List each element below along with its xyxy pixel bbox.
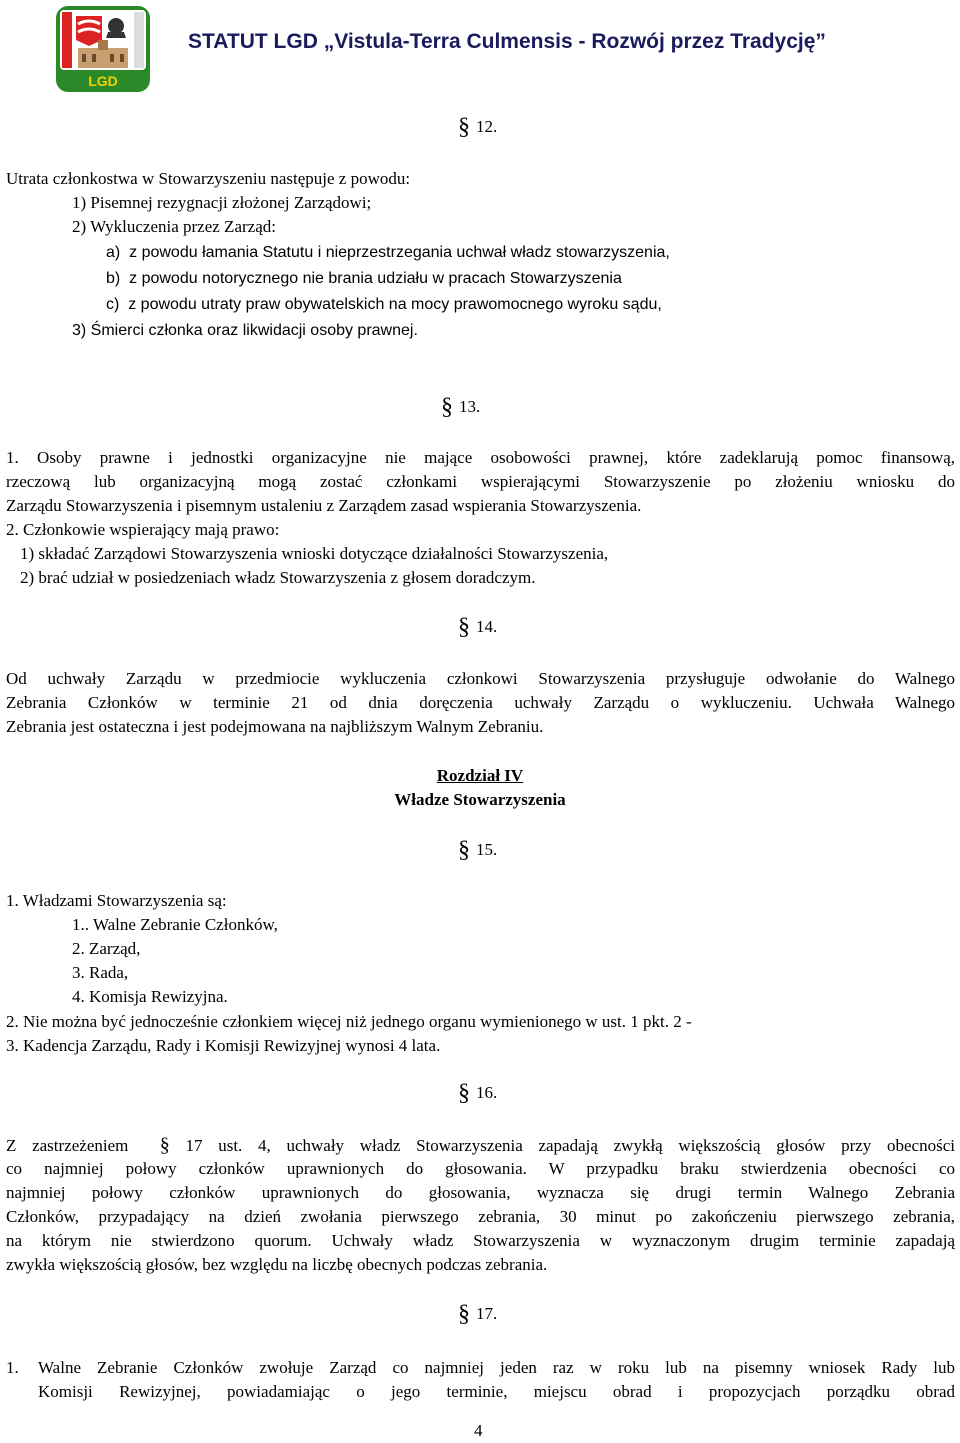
section-13-p1-line-1: 1. Osoby prawne i jednostki organizacyjne nie mające osobowości prawnej, które zadeklarują pomoc finansową, [6,448,955,467]
section-12-item-2: 2) Wykluczenia przez Zarząd: [72,217,276,236]
section-15-organ-1: 1.. Walne Zebranie Członków, [72,915,278,934]
section-14-line-3: Zebrania jest ostateczna i jest podejmowana na najbliższym Walnym Zebraniu. [6,717,544,736]
section-12-item-1: 1) Pisemnej rezygnacji złożonej Zarządowi; [72,193,372,212]
section-17-heading: § 17. [458,1301,498,1327]
section-17-line-1: Walne Zebranie Członków zwołuje Zarząd co najmniej jeden raz w roku lub na pisemny wniosek Rady lub [38,1358,955,1377]
section-12-item-3: 3) Śmierci członka oraz likwidacji osoby prawnej. [72,322,418,339]
section-15-organ-2: 2. Zarząd, [72,939,141,958]
chapter-title: Rozdział IV [436,766,524,785]
section-16-line-1: Z zastrzeżeniem § 17 ust. 4, uchwały władz Stowarzyszenia zapadają zwykłą większością głosów przy obecności [6,1134,955,1156]
section-17-item-label: 1. [6,1358,19,1377]
section-16-line-6: zwykła większością głosów, bez względu na liczbę obecnych podczas zebrania. [6,1255,548,1274]
section-16-line-5: na którym nie stwierdzono quorum. Uchwały władz Stowarzyszenia w wyznaczonym drugim terminie zapadają [6,1231,955,1250]
page-number: 4 [474,1421,483,1440]
section-16-line-2: co najmniej połowy członków uprawnionych do głosowania. W przypadku braku stwierdzenia obecności co [6,1159,955,1178]
section-15-heading: § 15. [458,837,498,863]
section-13-p2: 2. Członkowie wspierający mają prawo: [6,520,280,539]
section-16-heading: § 16. [458,1080,498,1106]
section-13-p2-item-1: 1) składać Zarządowi Stowarzyszenia wnioski dotyczące działalności Stowarzyszenia, [20,544,609,563]
section-15-p1: 1. Władzami Stowarzyszenia są: [6,891,227,910]
section-13-p1-line-2: rzeczową lub organizacyjną mogą zostać członkami wspierającymi Stowarzyszenie po złożeniu wniosku do [6,472,955,491]
section-12-intro: Utrata członkostwa w Stowarzyszeniu następuje z powodu: [6,169,411,188]
section-16-line-4: Członków, przypadający na dzień zwołania pierwszego zebrania, 30 minut po zakończeniu pierwszego zebrania, [6,1207,955,1226]
section-15-p2: 2. Nie można być jednocześnie członkiem więcej niż jednego organu wymienionego w ust. 1 pkt. 2 - [6,1012,692,1031]
section-15-p3: 3. Kadencja Zarządu, Rady i Komisji Rewizyjnej wynosi 4 lata. [6,1036,441,1055]
section-14-line-1: Od uchwały Zarządu w przedmiocie wykluczenia członkowi Stowarzyszenia przysługuje odwołanie do Walnego [6,669,955,688]
section-14-line-2: Zebrania Członków w terminie 21 od dnia doręczenia uchwały Zarządu o wykluczeniu. Uchwała Walnego [6,693,955,712]
section-13-heading: § 13. [441,394,481,420]
section-12-subitem-a: a) z powodu łamania Statutu i nieprzestrzegania uchwał władz stowarzyszenia, [106,244,670,261]
section-17-line-2: Komisji Rewizyjnej, powiadamiając o jego terminie, miejscu obrad i propozycjach porządku obrad [38,1382,955,1401]
section-12-subitem-b: b) z powodu notorycznego nie brania udziału w pracach Stowarzyszenia [106,270,622,287]
section-14-heading: § 14. [458,614,498,640]
section-15-organ-4: 4. Komisja Rewizyjna. [72,987,228,1006]
chapter-subtitle: Władze Stowarzyszenia [394,790,566,809]
logo-text: LGD [88,73,118,89]
lgd-logo [54,4,152,94]
section-12-subitem-c: c) z powodu utraty praw obywatelskich na mocy prawomocnego wyroku sądu, [106,296,662,313]
section-15-organ-3: 3. Rada, [72,963,129,982]
section-16-line-3: najmniej połowy członków uprawnionych do głosowania, wyznacza się drugi termin Walnego Zebrania [6,1183,955,1202]
section-13-p1-line-3: Zarządu Stowarzyszenia i pisemnym ustaleniu z Zarządem zasad wspierania Stowarzyszenia. [6,496,642,515]
section-13-p2-item-2: 2) brać udział w posiedzeniach władz Stowarzyszenia z głosem doradczym. [20,568,536,587]
section-12-heading: § 12. [458,114,498,140]
page-header-title: STATUT LGD „Vistula-Terra Culmensis - Rozwój przez Tradycję” [188,30,826,53]
